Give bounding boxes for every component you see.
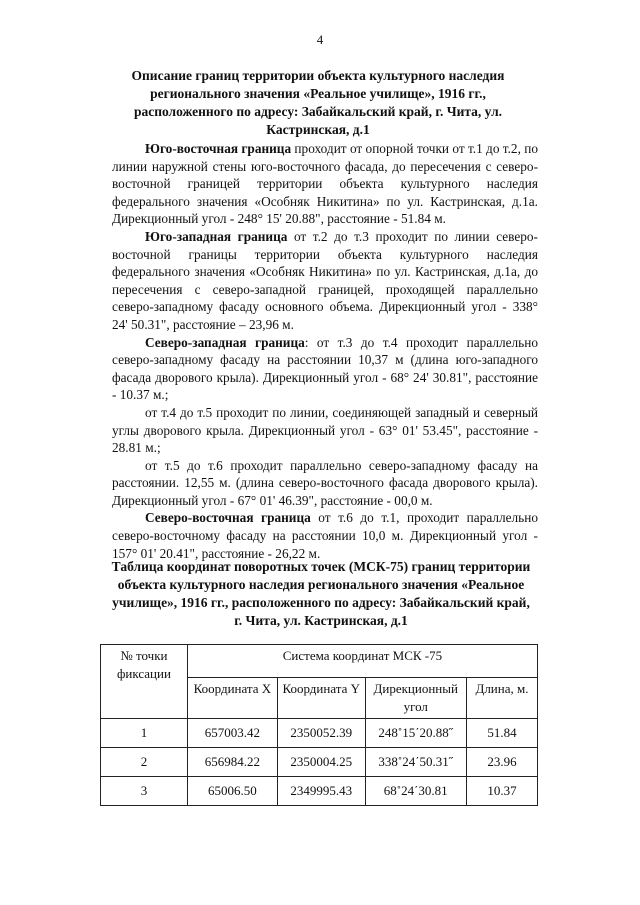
- table-cell: 248˚15΄20.88˝: [365, 719, 466, 748]
- table-cell: 338˚24΄50.31˝: [365, 748, 466, 777]
- paragraph-southwest: [112, 228, 538, 334]
- coordinates-table: [100, 644, 538, 806]
- paragraph-southeast: [112, 140, 538, 228]
- table-cell: 3: [101, 777, 188, 806]
- paragraph-heading: Юго-западная граница: [145, 228, 288, 244]
- table-cell: 657003.42: [187, 719, 277, 748]
- table-row: [101, 748, 538, 777]
- paragraph-northwest: [112, 334, 538, 404]
- table-cell: 68˚24΄30.81: [365, 777, 466, 806]
- column-header: Дирекционный угол: [365, 678, 466, 719]
- paragraph-northwest-segment-5-6: [112, 457, 538, 510]
- page-number: 4: [316, 32, 324, 47]
- table-cell: 2350052.39: [277, 719, 365, 748]
- point-number-header: № точки фиксации: [101, 645, 188, 719]
- paragraph-text: от т.2 до т.3 проходит по линии северо-восточной границы территории объекта культурного наследия федерального значения «Особняк Никитина» по ул. Кастринская, д.1а, до пересечения с северо-западной границей, проходящей параллельно северо-западному фасаду основного объема. Дирекционный угол - 338° 24' 50.31", расстояние – 23,96 м.: [112, 228, 538, 332]
- paragraph-heading: Юго-восточная граница: [145, 141, 292, 156]
- table-cell: 2350004.25: [277, 748, 365, 777]
- table-cell: 65006.50: [187, 777, 277, 806]
- coordinate-system-header: Система координат МСК -75: [187, 645, 537, 678]
- boundary-description: [112, 140, 538, 562]
- table-row: [101, 719, 538, 748]
- table-cell: 2349995.43: [277, 777, 365, 806]
- paragraph-text: от т.4 до т.5 проходит по линии, соединяющей западный и северный углы дворового крыла. Дирекционный угол - 63° 01' 53.45", расстояние - 28.81 м.;: [112, 404, 538, 456]
- table-cell: 23.96: [466, 748, 537, 777]
- table-row: [101, 777, 538, 806]
- table-title: Таблица координат поворотных точек (МСК-75) границ территории объекта культурного наследия регионального значения «Реальное училище», 1916 гг., расположенного по адресу: Забайкальский край, г. Чита, ул. Кастринская, д.1: [111, 559, 531, 628]
- table-header-row: [101, 645, 538, 678]
- paragraph-text: : от т.3 до т.4 проходит параллельно северо-западному фасаду на расстоянии 10,37 м (длина юго-западного фасада дворового крыла). Дирекционный угол - 68° 24' 30.81", расстояние - 10.37 м.;: [112, 334, 538, 403]
- table-cell: 656984.22: [187, 748, 277, 777]
- column-header: Координата X: [187, 678, 277, 719]
- table-cell: 51.84: [466, 719, 537, 748]
- document-title: Описание границ территории объекта культурного наследия регионального значения «Реальное училище», 1916 гг., расположенного по адресу: Забайкальский край, г. Чита, ул. Кастринская, д.1: [131, 68, 505, 137]
- paragraph-text: от т.5 до т.6 проходит параллельно северо-западному фасаду на расстоянии. 12,55 м. (длина северо-восточного фасада дворового крыла). Дирекционный угол - 67° 01' 46.39", расстояние - 00,0 м.: [112, 457, 538, 508]
- paragraph-heading: Северо-восточная граница: [145, 510, 311, 526]
- paragraph-heading: Северо-западная граница: [145, 334, 305, 350]
- paragraph-northeast: [112, 509, 538, 562]
- table-cell: 10.37: [466, 777, 537, 806]
- paragraph-text: проходит от опорной точки от т.1 до т.2, по линии наружной стены юго-восточного фасада, до пересечения с северо-восточной границей территории объекта культурного наследия федерального значения «Особняк Никитина» по ул. Кастринская, д.1а. Дирекционный угол - 248° 15' 20.88", расстояние - 51.84 м.: [112, 141, 538, 227]
- column-header: Длина, м.: [466, 678, 537, 719]
- table-cell: 2: [101, 748, 188, 777]
- paragraph-northwest-segment-4-5: [112, 404, 538, 457]
- column-header: Координата Y: [277, 678, 365, 719]
- table-cell: 1: [101, 719, 188, 748]
- paragraph-text: от т.6 до т.1, проходит параллельно северо-восточному фасаду на расстоянии 10,0 м. Дирекционный угол - 157° 01' 20.41", расстояние - 26,22 м.: [112, 510, 538, 561]
